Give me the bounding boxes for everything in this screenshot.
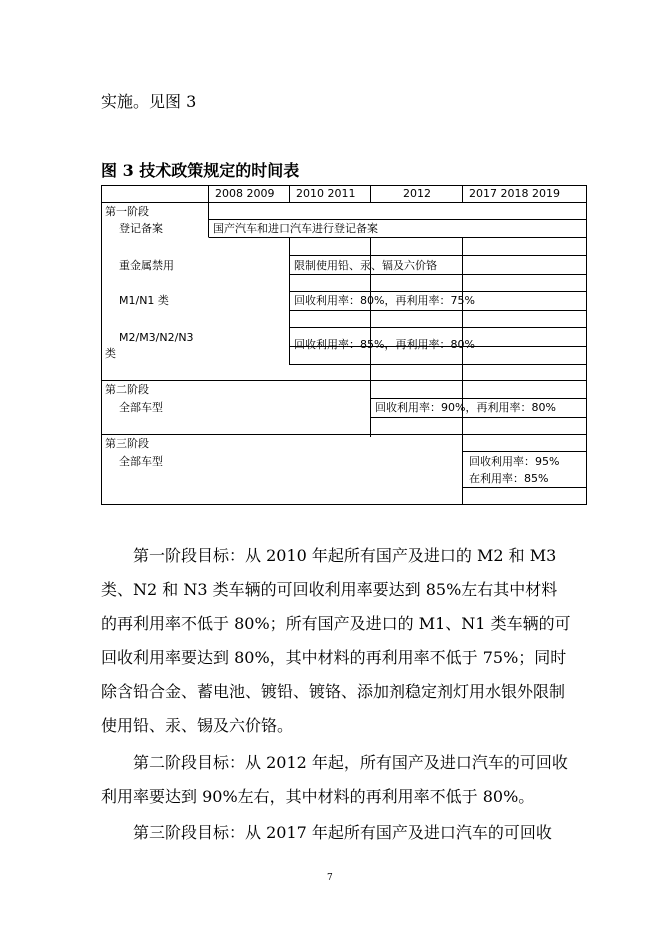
header-2012: 2012 bbox=[403, 187, 431, 200]
paragraph-stage1 bbox=[101, 539, 571, 743]
header-2010-2011: 2010 2011 bbox=[296, 187, 356, 200]
text-line: 的再利用率不低于 80%；所有国产及进口的 M1、N1 类车辆的可 bbox=[101, 614, 571, 633]
heavy-metal-text: 限制使用铅、汞、镉及六价铬 bbox=[294, 259, 437, 272]
stage3-label: 第三阶段 bbox=[105, 437, 149, 450]
m1n1-text: 回收利用率：80%，再利用率：75% bbox=[294, 294, 475, 307]
stage2-label: 第二阶段 bbox=[105, 383, 149, 396]
text-line: 第三阶段目标：从 2017 年起所有国产及进口汽车的可回收 bbox=[133, 823, 552, 842]
m2-label-line2: 类 bbox=[105, 347, 116, 360]
text-line: 利用率要达到 90%左右，其中材料的再利用率不低于 80%。 bbox=[101, 787, 535, 806]
paragraph-stage2 bbox=[101, 746, 568, 814]
intro-text: 实施。见图 3 bbox=[101, 92, 197, 111]
page-number: 7 bbox=[327, 873, 333, 883]
figure-caption: 图 3 技术政策规定的时间表 bbox=[101, 161, 300, 180]
stage3-all-label: 全部车型 bbox=[119, 455, 163, 468]
stage1-label: 第一阶段 bbox=[105, 205, 149, 218]
registration-text: 国产汽车和进口汽车进行登记备案 bbox=[213, 222, 378, 235]
timeline-table bbox=[101, 185, 587, 505]
text-line: 第二阶段目标：从 2012 年起，所有国产及进口汽车的可回收 bbox=[133, 753, 568, 772]
stage2-text: 回收利用率：90%，再利用率：80% bbox=[375, 401, 556, 414]
m1n1-label: M1/N1 类 bbox=[119, 294, 169, 307]
text-line: 类、N2 和 N3 类车辆的可回收利用率要达到 85%左右其中材料 bbox=[101, 580, 558, 599]
stage3-text-line2: 在利用率：85% bbox=[469, 472, 549, 485]
text-line: 除含铅合金、蓄电池、镀铅、镀铬、添加剂稳定剂灯用水银外限制 bbox=[101, 682, 566, 701]
text-line: 使用铅、汞、锡及六价铬。 bbox=[101, 716, 294, 735]
header-2017-2019: 2017 2018 2019 bbox=[469, 187, 560, 200]
stage2-all-label: 全部车型 bbox=[119, 401, 163, 414]
stage3-text-line1: 回收利用率：95% bbox=[469, 455, 560, 468]
m2-label-line1: M2/M3/N2/N3 bbox=[119, 331, 194, 344]
heavy-metal-label: 重金属禁用 bbox=[119, 259, 174, 272]
header-2008-2009: 2008 2009 bbox=[215, 187, 275, 200]
text-line: 回收利用率要达到 80%，其中材料的再利用率不低于 75%；同时 bbox=[101, 648, 567, 667]
m2-text: 回收利用率：85%，再利用率：80% bbox=[294, 338, 475, 351]
text-line: 第一阶段目标：从 2010 年起所有国产及进口的 M2 和 M3 bbox=[133, 546, 557, 565]
registration-label: 登记备案 bbox=[119, 222, 163, 235]
paragraph-stage3 bbox=[101, 816, 552, 850]
